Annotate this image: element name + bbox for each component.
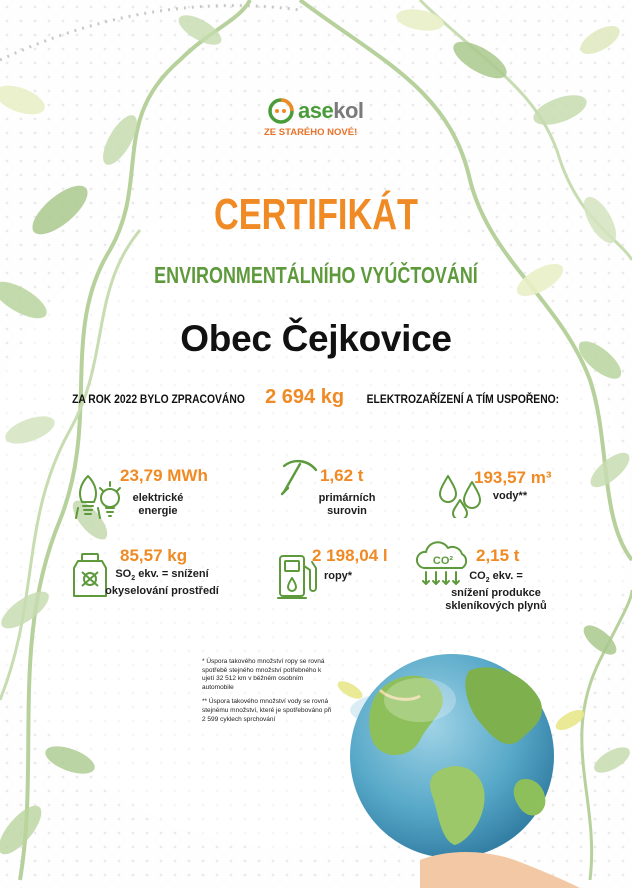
stat-co2-label-rest: ekv. = (489, 570, 523, 582)
stat-so2-label-rest: ekv. = snížení (135, 568, 209, 580)
stat-so2-value: 85,57 kg (120, 546, 188, 565)
footnotes (202, 658, 332, 730)
stat-water-value: 193,57 m³ (474, 468, 552, 487)
stat-electricity-value: 23,79 MWh (120, 466, 208, 485)
summary-line (0, 386, 632, 409)
asekol-wordmark (298, 98, 364, 124)
brand-tagline: ZE STARÉHO NOVÉ! (264, 127, 358, 138)
stat-electricity-label (126, 492, 190, 518)
stat-so2-label-sub: 2 (131, 575, 136, 583)
stat-co2-label-prefix: CO (469, 570, 486, 582)
footnote-oil: * Úspora takového množství ropy se rovná spotřebě stejného množství potřebného k ujetí 32 512 km v běžném osobním automobile (202, 658, 325, 691)
stat-water-label: vody** (492, 490, 528, 502)
stat-co2-label (430, 570, 562, 613)
stat-raw-materials-value: 1,62 t (320, 466, 364, 485)
stat-electricity-label-line2: energie (138, 505, 178, 517)
stat-oil-value: 2 198,04 l (312, 546, 388, 565)
stat-co2-label-sub: 2 (485, 577, 490, 585)
wordmark-part1: ase (298, 98, 334, 123)
footnote-water: ** Úspora takového množství vody se rovná stejnému množství, které je spotřebováno při 2 599 cyklech sprchování (202, 698, 332, 723)
stat-so2-label-prefix: SO (115, 568, 132, 580)
stat-raw-materials-label-line2: surovin (327, 505, 367, 517)
wordmark-part2: kol (333, 98, 364, 123)
stat-co2-label-line3: skleníkových plynů (445, 600, 547, 613)
stat-electricity-label-line1: elektrické (132, 492, 184, 504)
certificate-title: CERTIFIKÁT (214, 190, 418, 239)
stat-so2-label (98, 568, 226, 598)
co2-icon-text: CO² (432, 555, 454, 567)
asekol-logo (262, 96, 372, 146)
certificate-subtitle: ENVIRONMENTÁLNÍHO VYÚČTOVÁNÍ (154, 262, 478, 288)
stat-oil-label: ropy* (323, 570, 353, 582)
lightbulb-icon (74, 470, 124, 522)
asekol-logo-icon (268, 98, 296, 124)
stat-raw-materials-label (312, 492, 382, 518)
summary-text-after: ELEKTROZAŘÍZENÍ A TÍM USPOŘENO: (366, 392, 559, 406)
stat-so2-label-line2: okyselování prostředí (105, 585, 219, 598)
stat-co2-label-line2: snížení produkce (451, 587, 541, 600)
summary-text-before: ZA ROK 2022 BYLO ZPRACOVÁNO (71, 392, 245, 406)
summary-amount: 2 694 kg (265, 386, 345, 408)
stat-raw-materials-label-line1: primárních (318, 492, 376, 504)
municipality-name: Obec Čejkovice (180, 318, 452, 359)
stat-co2-value: 2,15 t (476, 546, 520, 565)
